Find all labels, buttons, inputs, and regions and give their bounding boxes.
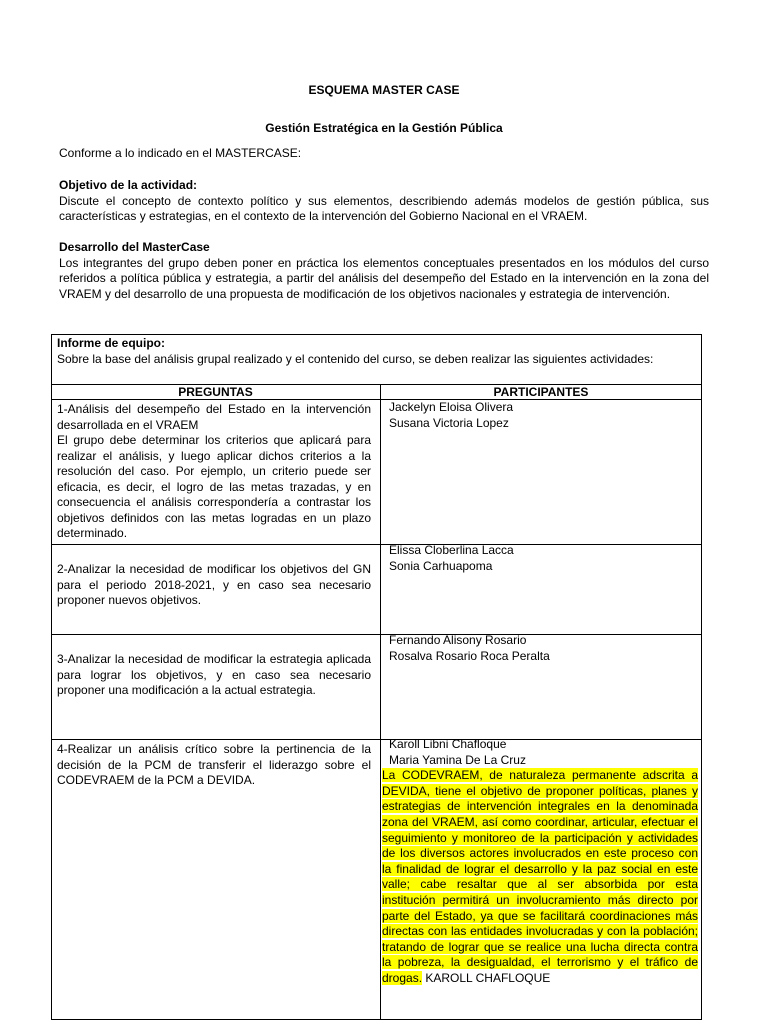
team-report-text: Sobre la base del análisis grupal realizado y el contenido del curso, se deben realizar las siguientes actividades: [57, 351, 654, 366]
answer-4 [382, 768, 698, 986]
participant-name: Sonia Carhuapoma [389, 558, 493, 573]
participant-name: Elissa Cloberlina Lacca [389, 543, 514, 557]
team-report-cell [57, 336, 697, 367]
participants-3 [389, 633, 699, 664]
question-3: 3-Analizar la necesidad de modificar la estrategia aplicada para lograr los objetivos, y en caso sea necesario proponer una modificación a la actual estrategia. [57, 652, 371, 697]
participant-name: Fernando Alisony Rosario [389, 633, 527, 647]
participant-name: Karoll Libni Chafloque [389, 737, 507, 751]
development-section [59, 240, 709, 302]
development-text: Los integrantes del grupo deben poner en práctica los elementos conceptuales presentados en los módulos del curso referidos a política pública y estrategia, a partir del análisis del desempeño del Estado en la intervención en la zona del VRAEM y del desarrollo de una propuesta de modificación de los objetivos nacionales y estrategia de intervención. [59, 255, 709, 301]
participants-1 [389, 400, 699, 431]
participants-2 [389, 543, 699, 574]
team-report-heading: Informe de equipo: [57, 336, 165, 350]
question-4: 4-Realizar un análisis crítico sobre la pertinencia de la decisión de la PCM de transferir el liderazgo sobre el CODEVRAEM de la PCM a DEVIDA. [57, 742, 371, 787]
highlighted-answer: La CODEVRAEM, de naturaleza permanente adscrita a DEVIDA, tiene el objetivo de proponer políticas, planes y estrategias de intervención integrales en la denominada zona del VRAEM, así como coordinar, articular, efectuar el seguimiento y monitoreo de la participación y actividades de los diversos actores involucrados en este proceso con la finalidad de lograr el desarrollo y la paz social en este valle; cabe resaltar que al ser absorbida por esta institución permitirá un involucramiento más directo por parte del Estado, ya que se facilitará coordinaciones más directas con las entidades involucradas y con la población; tratando de lograr que se realice una lucha directa contra la pobreza, la desigualdad, el terrorismo y el tráfico de drogas. [382, 768, 698, 985]
participants-4 [382, 737, 698, 987]
participant-name: Susana Victoria Lopez [389, 415, 509, 430]
question-1: 1-Análisis del desempeño del Estado en la intervención desarrollada en el VRAEM El grupo debe determinar los criterios que aplicará para realizar el análisis, y luego aplicar dichos criterios a la resolución del caso. Por ejemplo, un criterio puede ser eficacia, es decir, el logro de las metas trazadas, y en consecuencia el análisis correspondería a contrastar los objetivos definidos con las metas logradas en un plazo determinado. [57, 402, 371, 540]
answer-author: KAROLL CHAFLOQUE [425, 970, 551, 985]
participant-name: Jackelyn Eloisa Olivera [389, 400, 514, 414]
objective-heading: Objetivo de la actividad: [59, 178, 198, 192]
participant-name: Rosalva Rosario Roca Peralta [389, 648, 550, 663]
participant-name: Maria Yamina De La Cruz [389, 752, 526, 767]
development-heading: Desarrollo del MasterCase [59, 240, 210, 254]
question-2: 2-Analizar la necesidad de modificar los objetivos del GN para el periodo 2018-2021, y en caso sea necesario proponer nuevos objetivos. [57, 562, 371, 607]
column-header-preguntas: PREGUNTAS [178, 385, 253, 399]
column-header-participantes: PARTICIPANTES [493, 385, 589, 399]
objective-text: Discute el concepto de contexto político y sus elementos, describiendo además modelos de gestión pública, sus características y estrategias, en el contexto de la intervención del Gobierno Nacional en el VRAEM. [59, 193, 709, 223]
intro-text: Conforme a lo indicado en el MASTERCASE: [59, 146, 302, 160]
document-title: ESQUEMA MASTER CASE [308, 83, 460, 97]
document-subtitle: Gestión Estratégica en la Gestión Pública [265, 121, 503, 135]
table-column-divider [380, 384, 381, 1020]
objective-section [59, 178, 709, 225]
